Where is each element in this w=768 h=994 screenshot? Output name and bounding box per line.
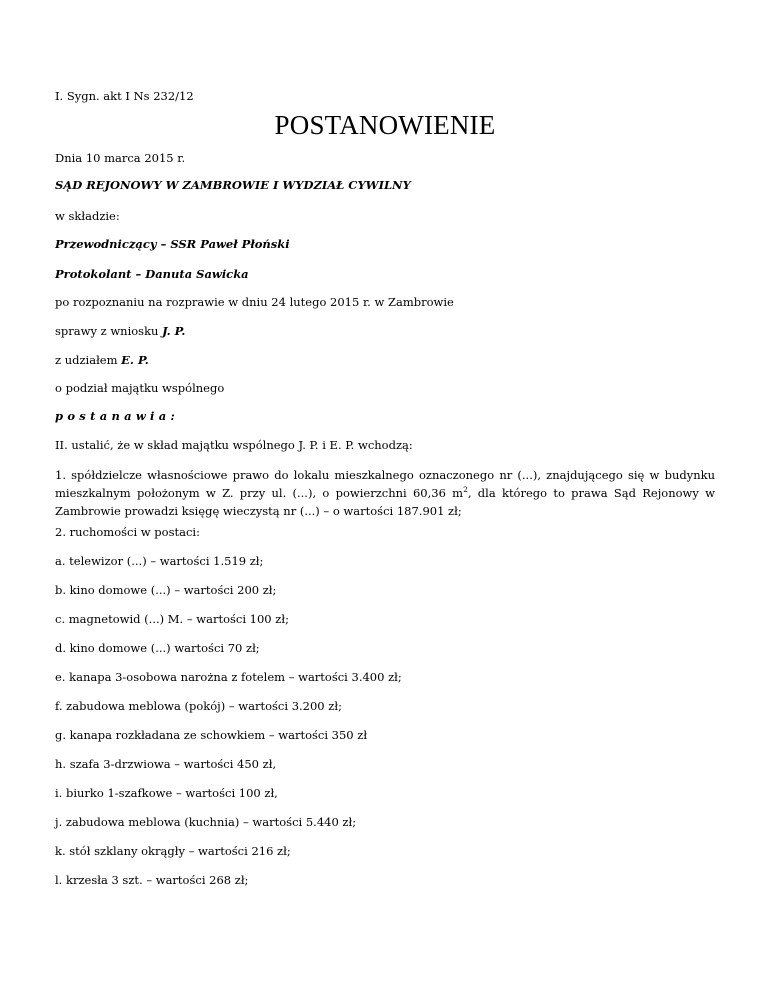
- item-1-superscript: 2: [463, 485, 468, 494]
- case-prefix: sprawy z wniosku: [55, 324, 163, 338]
- participant-line: [55, 352, 149, 368]
- participant-prefix: z udziałem: [55, 353, 122, 367]
- movable-item-i: i. biurko 1-szafkowe – wartości 100 zł,: [55, 786, 278, 800]
- item-1-text-b: , dla którego to prawa Sąd Rejonowy w Zambrowie prowadzi księgę wieczystą nr (...) – o wartości 187.901 zł;: [55, 486, 715, 518]
- composition-label: w składzie:: [55, 209, 120, 223]
- case-applicant-line: [55, 323, 185, 339]
- court-clerk: Protokolant – Danuta Sawicka: [55, 267, 249, 281]
- item-1-paragraph: [55, 466, 715, 520]
- document-title: POSTANOWIENIE: [274, 110, 496, 140]
- movable-item-g: g. kanapa rozkładana ze schowkiem – wartości 350 zł: [55, 728, 368, 742]
- case-signature: I. Sygn. akt I Ns 232/12: [55, 89, 194, 103]
- movable-item-b: b. kino domowe (...) – wartości 200 zł;: [55, 583, 277, 597]
- hearing-info: po rozpoznaniu na rozprawie w dniu 24 lutego 2015 r. w Zambrowie: [55, 295, 454, 309]
- participant-name: E. P.: [121, 353, 149, 367]
- movable-item-j: j. zabudowa meblowa (kuchnia) – wartości 5.440 zł;: [55, 815, 357, 829]
- decision-date: Dnia 10 marca 2015 r.: [55, 151, 186, 165]
- movable-item-h: h. szafa 3-drzwiowa – wartości 450 zł,: [55, 757, 277, 771]
- decides-heading: postanawia:: [55, 409, 180, 423]
- movable-item-c: c. magnetowid (...) M. – wartości 100 zł;: [55, 612, 289, 626]
- applicant-name: J. P.: [162, 324, 186, 338]
- presiding-judge: Przewodniczący – SSR Paweł Płoński: [55, 237, 290, 251]
- movable-item-d: d. kino domowe (...) wartości 70 zł;: [55, 641, 260, 655]
- movable-item-e: e. kanapa 3-osobowa narożna z fotelem – wartości 3.400 zł;: [55, 670, 402, 684]
- movable-item-k: k. stół szklany okrągły – wartości 216 zł;: [55, 844, 291, 858]
- item-1-text-a: 1. spółdzielcze własnościowe prawo do lokalu mieszkalnego oznaczonego nr (...), znajdującego się w budynku mieszkalnym położonym w Z. przy ul. (...), o powierzchni 60,36 m: [55, 468, 715, 500]
- case-subject: o podział majątku wspólnego: [55, 381, 225, 395]
- movable-item-a: a. telewizor (...) – wartości 1.519 zł;: [55, 554, 264, 568]
- court-name: SĄD REJONOWY W ZAMBROWIE I WYDZIAŁ CYWILNY: [55, 178, 411, 192]
- movable-item-l: l. krzesła 3 szt. – wartości 268 zł;: [55, 873, 249, 887]
- movable-item-f: f. zabudowa meblowa (pokój) – wartości 3.200 zł;: [55, 699, 342, 713]
- item-2-heading: 2. ruchomości w postaci:: [55, 525, 200, 539]
- section-two-heading: II. ustalić, że w skład majątku wspólnego J. P. i E. P. wchodzą:: [55, 438, 413, 452]
